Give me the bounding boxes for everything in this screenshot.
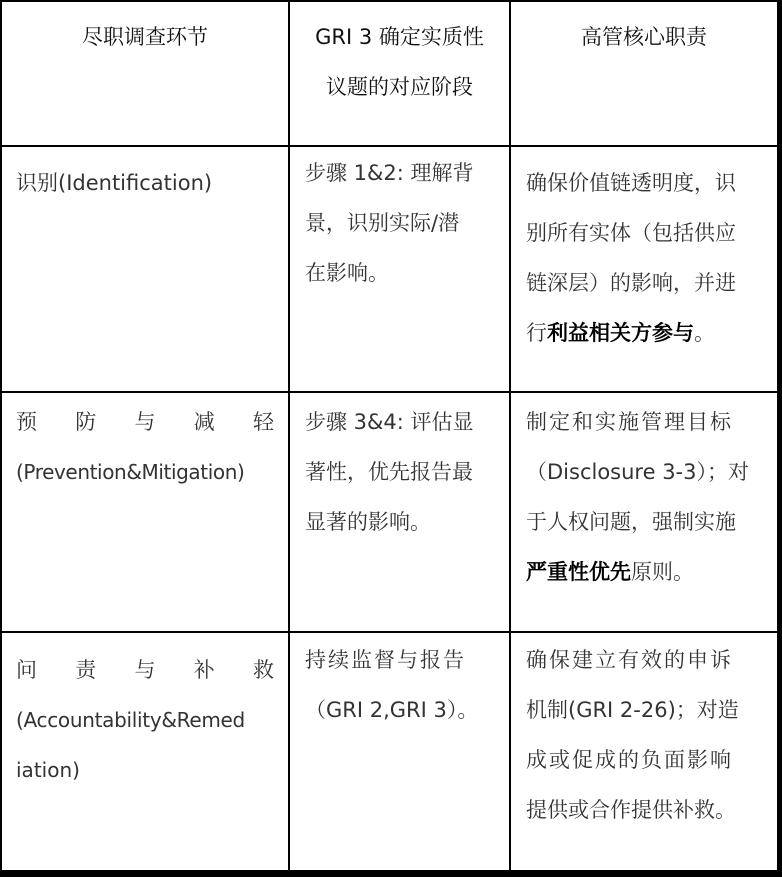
duty-line: 确保价值链透明度，识	[526, 171, 736, 195]
gri-line: 在影响。	[305, 261, 389, 285]
table-border-left	[0, 0, 2, 877]
stage-label-en: iation)	[16, 758, 80, 782]
gri-line: 著性，优先报告最	[305, 460, 473, 484]
duty-line: 确保建立有效的申诉	[526, 648, 733, 672]
table-row-prevention-duty	[526, 397, 774, 597]
stage-char: 与	[134, 658, 156, 682]
table-row-prevention-gri	[305, 397, 505, 547]
stage-char: 补	[193, 658, 215, 682]
stage-char: 防	[75, 410, 97, 434]
table-row-identification-duty	[526, 158, 774, 358]
duty-line: 成或促成的负面影响	[526, 748, 733, 772]
stage-char: 问	[16, 658, 37, 682]
gri-line: 景，识别实际/潜	[305, 211, 460, 235]
duty-line: （Disclosure 3-3）；对	[526, 460, 749, 484]
stage-char: 减	[193, 410, 215, 434]
row-divider	[0, 391, 782, 393]
table-border-right	[777, 0, 782, 877]
header-gri-phase	[290, 12, 509, 112]
header-stage-label: 尽职调查环节	[82, 25, 208, 49]
stage-char: 与	[134, 410, 156, 434]
duty-line: 别所有实体（包括供应	[526, 221, 736, 245]
header-stage	[2, 12, 288, 62]
table-row-accountability-stage	[16, 645, 274, 795]
stage-char: 救	[253, 658, 274, 682]
table-row-accountability-gri	[305, 635, 505, 735]
duty-line: 提供或合作提供补救。	[526, 798, 736, 822]
table-row-identification-gri	[305, 148, 505, 298]
duty-line: 链深层）的影响，并进	[526, 271, 736, 295]
stage-label-cn	[16, 397, 274, 447]
table-border-top	[0, 0, 782, 2]
gri-line: 持续监督与报告	[305, 648, 466, 672]
table-row-accountability-duty	[526, 635, 774, 835]
duty-line	[526, 547, 774, 597]
duty-line: 制定和实施管理目标	[526, 410, 733, 434]
header-gri-phase-line2: 议题的对应阶段	[326, 75, 473, 99]
gri-line: 步骤 1&2: 理解背	[305, 161, 474, 185]
gri-line: （GRI 2,GRI 3）。	[305, 698, 479, 722]
column-divider	[509, 0, 511, 877]
duty-line	[526, 308, 774, 358]
duty-text: 。	[694, 321, 715, 345]
column-divider	[288, 0, 290, 877]
stage-char: 责	[75, 658, 97, 682]
duty-line: 机制(GRI 2-26)；对造	[526, 698, 739, 722]
duty-text: 原则。	[631, 560, 694, 584]
table-border-bottom	[0, 870, 782, 877]
duty-line: 于人权问题，强制实施	[526, 510, 736, 534]
gri-line: 步骤 3&4: 评估显	[305, 410, 474, 434]
stage-char: 预	[16, 410, 37, 434]
table-row-identification-stage	[16, 158, 278, 208]
row-divider	[0, 631, 782, 633]
duty-text: 行	[526, 321, 547, 345]
duty-emphasis: 利益相关方参与	[547, 321, 694, 345]
table-row-prevention-stage	[16, 397, 274, 497]
stage-label-en: (Accountability&Remed	[16, 708, 245, 732]
stage-label-cn	[16, 645, 274, 695]
stage-label: 识别(Identification)	[16, 171, 213, 195]
stage-char: 轻	[253, 410, 274, 434]
duty-emphasis: 严重性优先	[526, 560, 631, 584]
header-duty	[511, 12, 777, 62]
stage-label-en: (Prevention&Mitigation)	[16, 460, 245, 484]
header-gri-phase-line1: GRI 3 确定实质性	[315, 25, 484, 49]
gri-line: 显著的影响。	[305, 510, 431, 534]
header-duty-label: 高管核心职责	[581, 25, 707, 49]
row-divider	[0, 145, 782, 147]
